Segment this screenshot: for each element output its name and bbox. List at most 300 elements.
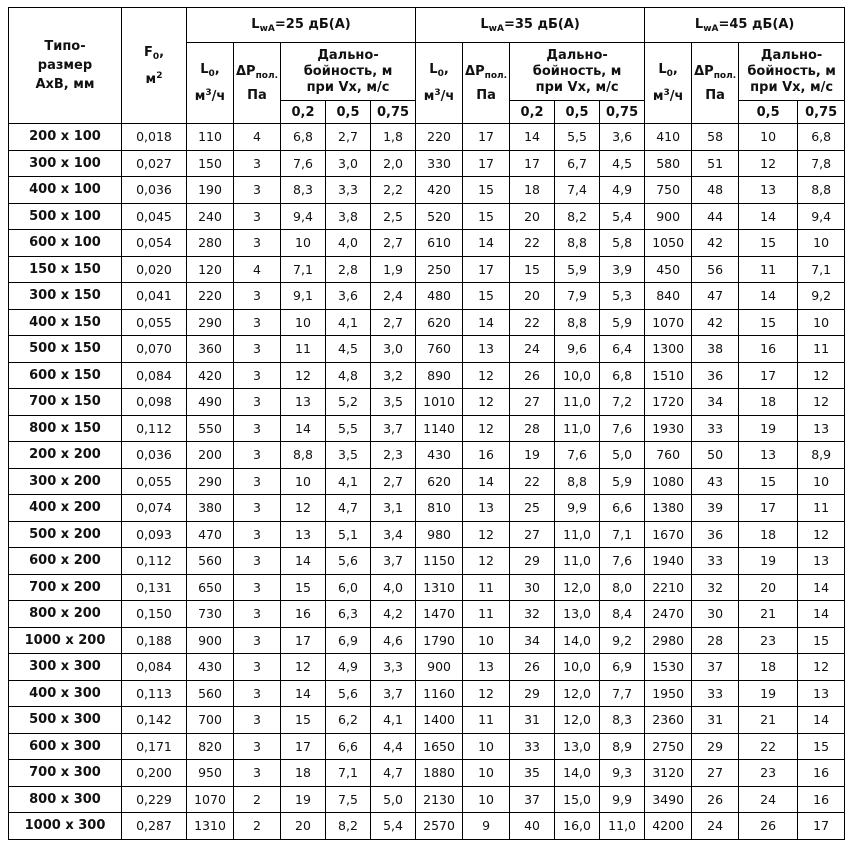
size-cell: 400 х 100 xyxy=(9,177,122,204)
value-cell: 5,9 xyxy=(555,256,600,283)
value-cell: 17 xyxy=(281,627,326,654)
value-cell: 3 xyxy=(234,283,281,310)
value-cell: 24 xyxy=(739,786,798,813)
value-cell: 3,9 xyxy=(600,256,645,283)
value-cell: 3 xyxy=(234,495,281,522)
value-cell: 29 xyxy=(692,733,739,760)
value-cell: 8,2 xyxy=(555,203,600,230)
value-cell: 750 xyxy=(645,177,692,204)
table-row xyxy=(9,283,845,310)
value-cell: 6,9 xyxy=(326,627,371,654)
value-cell: 5,2 xyxy=(326,389,371,416)
value-cell: 1940 xyxy=(645,548,692,575)
value-cell: 13 xyxy=(281,389,326,416)
value-cell: 26 xyxy=(739,813,798,840)
value-cell: 2210 xyxy=(645,574,692,601)
value-cell: 18 xyxy=(510,177,555,204)
value-cell: 240 xyxy=(187,203,234,230)
value-cell: 26 xyxy=(510,362,555,389)
group-header-45: $L_{wA}=45$ дБ(А) xyxy=(645,8,845,43)
value-cell: 17 xyxy=(463,124,510,151)
value-cell: 37 xyxy=(510,786,555,813)
value-cell: 3 xyxy=(234,309,281,336)
value-cell: 12 xyxy=(798,362,845,389)
value-cell: 380 xyxy=(187,495,234,522)
value-cell: 14 xyxy=(463,468,510,495)
value-cell: 3 xyxy=(234,150,281,177)
size-cell: 150 х 150 xyxy=(9,256,122,283)
value-cell: 330 xyxy=(416,150,463,177)
value-cell: 18 xyxy=(739,521,798,548)
value-cell: 38 xyxy=(692,336,739,363)
value-cell: 26 xyxy=(692,786,739,813)
value-cell: 10 xyxy=(463,760,510,787)
value-cell: 12 xyxy=(281,362,326,389)
value-cell: 3,4 xyxy=(371,521,416,548)
value-cell: 51 xyxy=(692,150,739,177)
size-cell: 400 х 300 xyxy=(9,680,122,707)
value-cell: 30 xyxy=(692,601,739,628)
table-row xyxy=(9,733,845,760)
value-cell: 6,4 xyxy=(600,336,645,363)
value-cell: 15 xyxy=(281,707,326,734)
value-cell: 220 xyxy=(416,124,463,151)
value-cell: 0,084 xyxy=(122,654,187,681)
value-cell: 2360 xyxy=(645,707,692,734)
value-cell: 3490 xyxy=(645,786,692,813)
value-cell: 9 xyxy=(463,813,510,840)
value-cell: 19 xyxy=(739,680,798,707)
value-cell: 14 xyxy=(281,548,326,575)
value-cell: 3 xyxy=(234,336,281,363)
value-cell: 1720 xyxy=(645,389,692,416)
value-cell: 4,4 xyxy=(371,733,416,760)
velocity-header: 0,75 xyxy=(600,101,645,124)
value-cell: 22 xyxy=(739,733,798,760)
table-row xyxy=(9,760,845,787)
value-cell: 4,8 xyxy=(326,362,371,389)
size-cell: 400 х 150 xyxy=(9,309,122,336)
value-cell: 23 xyxy=(739,627,798,654)
value-cell: 1160 xyxy=(416,680,463,707)
value-cell: 3,0 xyxy=(326,150,371,177)
velocity-header: 0,75 xyxy=(798,101,845,124)
value-cell: 14 xyxy=(281,415,326,442)
value-cell: 11,0 xyxy=(555,548,600,575)
value-cell: 1880 xyxy=(416,760,463,787)
pressure-header: $\Delta P_{пол.}$ Па xyxy=(692,43,739,124)
value-cell: 8,3 xyxy=(281,177,326,204)
value-cell: 30 xyxy=(510,574,555,601)
value-cell: 33 xyxy=(692,415,739,442)
table-row xyxy=(9,336,845,363)
value-cell: 37 xyxy=(692,654,739,681)
value-cell: 14 xyxy=(798,707,845,734)
table-row xyxy=(9,707,845,734)
range-header: Дально- бойность, м при Vx, м/с xyxy=(739,43,845,101)
value-cell: 10 xyxy=(463,786,510,813)
value-cell: 8,8 xyxy=(555,309,600,336)
value-cell: 2,3 xyxy=(371,442,416,469)
value-cell: 27 xyxy=(510,389,555,416)
table-row xyxy=(9,574,845,601)
value-cell: 21 xyxy=(739,707,798,734)
value-cell: 22 xyxy=(510,468,555,495)
value-cell: 1790 xyxy=(416,627,463,654)
velocity-header: 0,75 xyxy=(371,101,416,124)
group-header-35: $L_{wA}=35$ дБ(А) xyxy=(416,8,645,43)
value-cell: 470 xyxy=(187,521,234,548)
value-cell: 3 xyxy=(234,230,281,257)
value-cell: 8,9 xyxy=(798,442,845,469)
flow-header: $L_0$, $м^3/ч$ xyxy=(416,43,463,124)
value-cell: 12 xyxy=(463,548,510,575)
value-cell: 12 xyxy=(463,680,510,707)
value-cell: 1930 xyxy=(645,415,692,442)
value-cell: 29 xyxy=(510,548,555,575)
value-cell: 2,7 xyxy=(371,230,416,257)
value-cell: 15 xyxy=(463,283,510,310)
value-cell: 44 xyxy=(692,203,739,230)
value-cell: 7,5 xyxy=(326,786,371,813)
value-cell: 3 xyxy=(234,548,281,575)
value-cell: 15 xyxy=(510,256,555,283)
value-cell: 3 xyxy=(234,601,281,628)
value-cell: 10 xyxy=(798,309,845,336)
pressure-header: $\Delta P_{пол.}$ Па xyxy=(234,43,281,124)
value-cell: 220 xyxy=(187,283,234,310)
size-cell: 500 х 150 xyxy=(9,336,122,363)
value-cell: 8,4 xyxy=(600,601,645,628)
value-cell: 9,9 xyxy=(600,786,645,813)
value-cell: 9,4 xyxy=(281,203,326,230)
value-cell: 19 xyxy=(739,548,798,575)
value-cell: 10,0 xyxy=(555,654,600,681)
value-cell: 2130 xyxy=(416,786,463,813)
value-cell: 12,0 xyxy=(555,707,600,734)
size-cell: 500 х 100 xyxy=(9,203,122,230)
size-cell: 500 х 300 xyxy=(9,707,122,734)
value-cell: 13 xyxy=(463,654,510,681)
value-cell: 4,9 xyxy=(326,654,371,681)
value-cell: 18 xyxy=(281,760,326,787)
value-cell: 12 xyxy=(281,654,326,681)
value-cell: 900 xyxy=(416,654,463,681)
value-cell: 3120 xyxy=(645,760,692,787)
size-cell: 800 х 150 xyxy=(9,415,122,442)
value-cell: 12 xyxy=(463,415,510,442)
value-cell: 1050 xyxy=(645,230,692,257)
value-cell: 420 xyxy=(187,362,234,389)
size-cell: 300 х 100 xyxy=(9,150,122,177)
size-cell: 300 х 200 xyxy=(9,468,122,495)
value-cell: 430 xyxy=(187,654,234,681)
value-cell: 11 xyxy=(739,256,798,283)
value-cell: 120 xyxy=(187,256,234,283)
value-cell: 760 xyxy=(645,442,692,469)
value-cell: 5,8 xyxy=(600,230,645,257)
value-cell: 520 xyxy=(416,203,463,230)
value-cell: 4,6 xyxy=(371,627,416,654)
table-row xyxy=(9,150,845,177)
table-row xyxy=(9,389,845,416)
value-cell: 11 xyxy=(463,601,510,628)
value-cell: 15 xyxy=(739,230,798,257)
value-cell: 3,7 xyxy=(371,548,416,575)
range-header: Дально- бойность, м при Vx, м/с xyxy=(281,43,416,101)
value-cell: 8,8 xyxy=(555,230,600,257)
table-row xyxy=(9,203,845,230)
value-cell: 1530 xyxy=(645,654,692,681)
value-cell: 480 xyxy=(416,283,463,310)
value-cell: 0,171 xyxy=(122,733,187,760)
value-cell: 840 xyxy=(645,283,692,310)
value-cell: 0,287 xyxy=(122,813,187,840)
size-cell: 600 х 150 xyxy=(9,362,122,389)
value-cell: 700 xyxy=(187,707,234,734)
value-cell: 3,6 xyxy=(600,124,645,151)
value-cell: 23 xyxy=(739,760,798,787)
value-cell: 1650 xyxy=(416,733,463,760)
value-cell: 3,5 xyxy=(371,389,416,416)
value-cell: 39 xyxy=(692,495,739,522)
value-cell: 19 xyxy=(510,442,555,469)
value-cell: 490 xyxy=(187,389,234,416)
velocity-header: 0,5 xyxy=(326,101,371,124)
value-cell: 0,074 xyxy=(122,495,187,522)
value-cell: 19 xyxy=(281,786,326,813)
value-cell: 29 xyxy=(510,680,555,707)
value-cell: 4,2 xyxy=(371,601,416,628)
value-cell: 1070 xyxy=(645,309,692,336)
value-cell: 17 xyxy=(281,733,326,760)
value-cell: 12 xyxy=(281,495,326,522)
size-cell: 700 х 150 xyxy=(9,389,122,416)
value-cell: 3 xyxy=(234,442,281,469)
value-cell: 620 xyxy=(416,309,463,336)
value-cell: 9,4 xyxy=(798,203,845,230)
table-row xyxy=(9,177,845,204)
value-cell: 4,5 xyxy=(326,336,371,363)
value-cell: 20 xyxy=(281,813,326,840)
value-cell: 1070 xyxy=(187,786,234,813)
value-cell: 250 xyxy=(416,256,463,283)
value-cell: 13,0 xyxy=(555,601,600,628)
value-cell: 3,7 xyxy=(371,680,416,707)
value-cell: 9,6 xyxy=(555,336,600,363)
table-row xyxy=(9,654,845,681)
value-cell: 4,1 xyxy=(371,707,416,734)
table-row xyxy=(9,786,845,813)
value-cell: 7,2 xyxy=(600,389,645,416)
value-cell: 21 xyxy=(739,601,798,628)
table-row xyxy=(9,309,845,336)
size-cell: 1000 х 200 xyxy=(9,627,122,654)
value-cell: 6,2 xyxy=(326,707,371,734)
value-cell: 0,112 xyxy=(122,415,187,442)
table-row xyxy=(9,601,845,628)
value-cell: 0,113 xyxy=(122,680,187,707)
value-cell: 20 xyxy=(510,203,555,230)
value-cell: 3,6 xyxy=(326,283,371,310)
value-cell: 0,150 xyxy=(122,601,187,628)
value-cell: 47 xyxy=(692,283,739,310)
value-cell: 16 xyxy=(281,601,326,628)
value-cell: 6,8 xyxy=(281,124,326,151)
value-cell: 2 xyxy=(234,813,281,840)
value-cell: 32 xyxy=(692,574,739,601)
table-row xyxy=(9,548,845,575)
value-cell: 1150 xyxy=(416,548,463,575)
value-cell: 4 xyxy=(234,124,281,151)
value-cell: 14 xyxy=(463,230,510,257)
value-cell: 11,0 xyxy=(555,415,600,442)
value-cell: 410 xyxy=(645,124,692,151)
value-cell: 56 xyxy=(692,256,739,283)
value-cell: 12 xyxy=(463,521,510,548)
value-cell: 11,0 xyxy=(555,389,600,416)
value-cell: 3,5 xyxy=(326,442,371,469)
value-cell: 760 xyxy=(416,336,463,363)
table-row xyxy=(9,627,845,654)
value-cell: 0,027 xyxy=(122,150,187,177)
value-cell: 16 xyxy=(798,786,845,813)
value-cell: 10 xyxy=(798,230,845,257)
value-cell: 1670 xyxy=(645,521,692,548)
value-cell: 2 xyxy=(234,786,281,813)
value-cell: 10 xyxy=(463,627,510,654)
range-header: Дально- бойность, м при Vx, м/с xyxy=(510,43,645,101)
value-cell: 15 xyxy=(798,733,845,760)
table-row xyxy=(9,813,845,840)
value-cell: 4,7 xyxy=(326,495,371,522)
value-cell: 0,055 xyxy=(122,309,187,336)
value-cell: 28 xyxy=(510,415,555,442)
value-cell: 3 xyxy=(234,574,281,601)
value-cell: 8,9 xyxy=(600,733,645,760)
value-cell: 12 xyxy=(798,521,845,548)
size-cell: 700 х 200 xyxy=(9,574,122,601)
value-cell: 4200 xyxy=(645,813,692,840)
value-cell: 6,8 xyxy=(798,124,845,151)
value-cell: 8,2 xyxy=(326,813,371,840)
value-cell: 17 xyxy=(739,495,798,522)
value-cell: 4,0 xyxy=(326,230,371,257)
table-row xyxy=(9,362,845,389)
value-cell: 4,0 xyxy=(371,574,416,601)
value-cell: 3,3 xyxy=(371,654,416,681)
flow-header: $L_0$, $м^3/ч$ xyxy=(187,43,234,124)
value-cell: 3,2 xyxy=(371,362,416,389)
value-cell: 15 xyxy=(739,309,798,336)
value-cell: 730 xyxy=(187,601,234,628)
value-cell: 0,188 xyxy=(122,627,187,654)
value-cell: 17 xyxy=(798,813,845,840)
value-cell: 35 xyxy=(510,760,555,787)
value-cell: 3 xyxy=(234,707,281,734)
value-cell: 3 xyxy=(234,177,281,204)
value-cell: 6,0 xyxy=(326,574,371,601)
value-cell: 6,6 xyxy=(600,495,645,522)
value-cell: 0,036 xyxy=(122,442,187,469)
area-header: $F_0$, $м^2$ xyxy=(122,8,187,124)
value-cell: 1140 xyxy=(416,415,463,442)
value-cell: 2,8 xyxy=(326,256,371,283)
value-cell: 7,6 xyxy=(600,415,645,442)
value-cell: 6,8 xyxy=(600,362,645,389)
value-cell: 24 xyxy=(510,336,555,363)
value-cell: 18 xyxy=(739,389,798,416)
value-cell: 0,093 xyxy=(122,521,187,548)
value-cell: 550 xyxy=(187,415,234,442)
value-cell: 3 xyxy=(234,415,281,442)
value-cell: 5,9 xyxy=(600,468,645,495)
value-cell: 31 xyxy=(692,707,739,734)
value-cell: 0,041 xyxy=(122,283,187,310)
value-cell: 610 xyxy=(416,230,463,257)
value-cell: 27 xyxy=(692,760,739,787)
value-cell: 430 xyxy=(416,442,463,469)
velocity-header: 0,2 xyxy=(510,101,555,124)
table-row xyxy=(9,521,845,548)
value-cell: 9,9 xyxy=(555,495,600,522)
value-cell: 18 xyxy=(739,654,798,681)
value-cell: 15 xyxy=(798,627,845,654)
table-row xyxy=(9,495,845,522)
value-cell: 17 xyxy=(463,150,510,177)
value-cell: 11 xyxy=(798,495,845,522)
velocity-header: 0,5 xyxy=(739,101,798,124)
size-cell: 200 х 100 xyxy=(9,124,122,151)
size-cell: 500 х 200 xyxy=(9,521,122,548)
value-cell: 1,8 xyxy=(371,124,416,151)
table-row xyxy=(9,442,845,469)
value-cell: 1950 xyxy=(645,680,692,707)
value-cell: 1470 xyxy=(416,601,463,628)
value-cell: 900 xyxy=(645,203,692,230)
value-cell: 6,3 xyxy=(326,601,371,628)
value-cell: 1310 xyxy=(416,574,463,601)
value-cell: 11 xyxy=(281,336,326,363)
size-cell: 1000 х 300 xyxy=(9,813,122,840)
value-cell: 4,1 xyxy=(326,309,371,336)
value-cell: 22 xyxy=(510,230,555,257)
value-cell: 0,055 xyxy=(122,468,187,495)
value-cell: 7,4 xyxy=(555,177,600,204)
value-cell: 0,084 xyxy=(122,362,187,389)
value-cell: 4,7 xyxy=(371,760,416,787)
value-cell: 0,045 xyxy=(122,203,187,230)
value-cell: 2750 xyxy=(645,733,692,760)
value-cell: 650 xyxy=(187,574,234,601)
value-cell: 33 xyxy=(692,548,739,575)
value-cell: 1400 xyxy=(416,707,463,734)
value-cell: 48 xyxy=(692,177,739,204)
value-cell: 5,0 xyxy=(371,786,416,813)
value-cell: 3 xyxy=(234,203,281,230)
value-cell: 14 xyxy=(739,203,798,230)
value-cell: 0,020 xyxy=(122,256,187,283)
value-cell: 5,0 xyxy=(600,442,645,469)
value-cell: 190 xyxy=(187,177,234,204)
value-cell: 11,0 xyxy=(600,813,645,840)
value-cell: 110 xyxy=(187,124,234,151)
value-cell: 42 xyxy=(692,309,739,336)
value-cell: 17 xyxy=(739,362,798,389)
size-cell: 600 х 200 xyxy=(9,548,122,575)
value-cell: 42 xyxy=(692,230,739,257)
value-cell: 12 xyxy=(798,389,845,416)
